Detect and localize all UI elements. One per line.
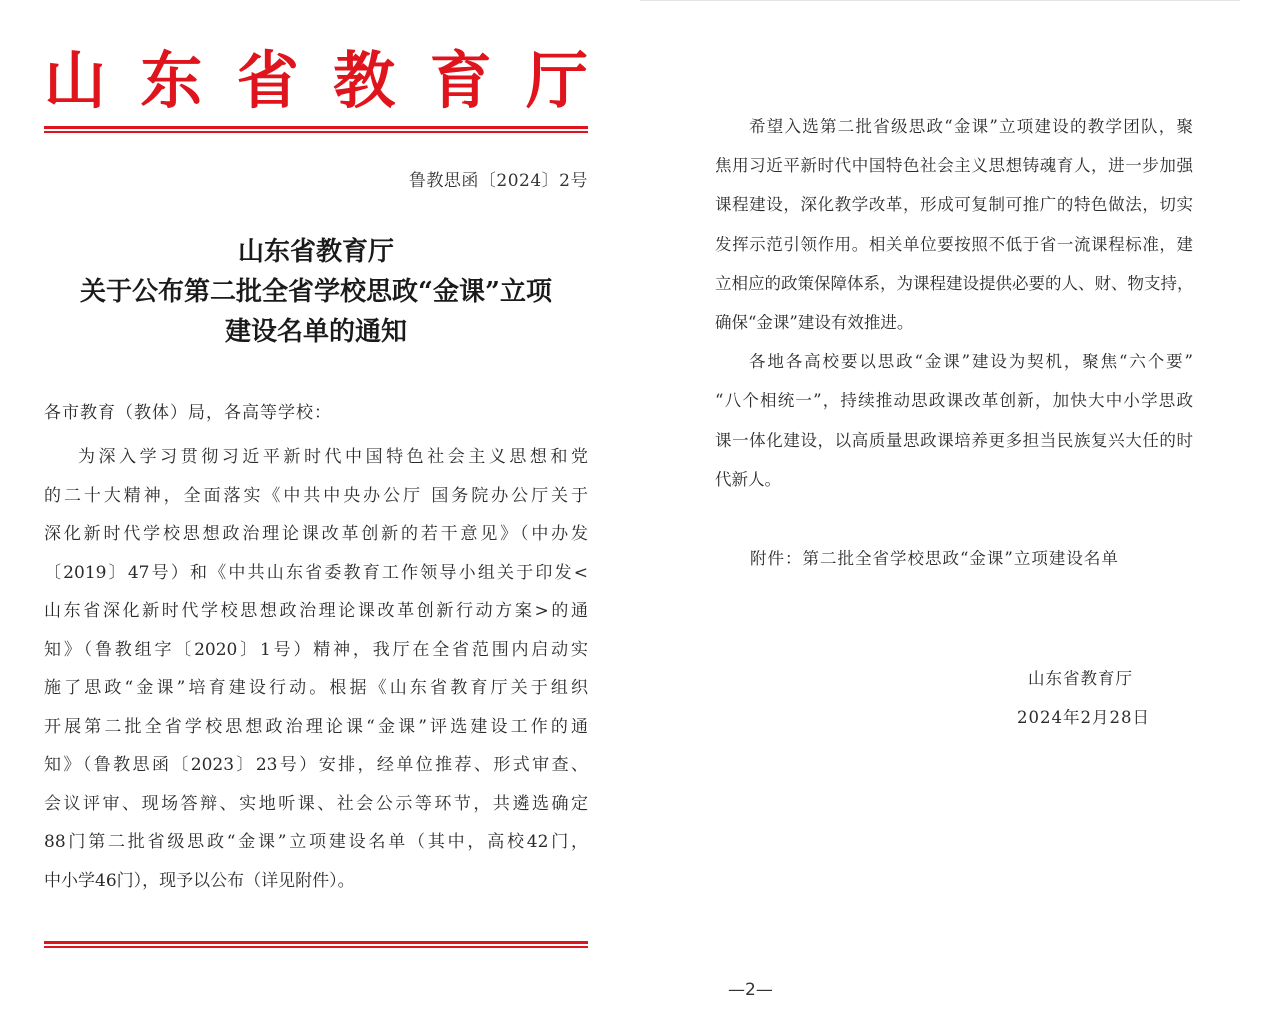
title-line: 山东省教育厅 (237, 237, 394, 267)
body-line: 代新人。 (715, 469, 781, 489)
body-line: 为深入学习贯彻习近平新时代中国特色社会主义思想和党 (78, 447, 588, 467)
body-line: 〔2019〕47号）和《中共山东省委教育工作领导小组关于印发< (44, 562, 588, 583)
body-line: 发挥示范引领作用。相关单位要按照不低于省一流课程标准，建 (715, 234, 1193, 254)
body-text-left (44, 438, 588, 900)
document-number: 鲁教思函〔2024〕2号 (408, 171, 588, 191)
masthead-char: 省 (236, 44, 299, 117)
body-text-right (715, 107, 1193, 499)
body-line: 会议评审、现场答辩、实地听课、社会公示等环节，共遴选确定 (44, 793, 588, 814)
document-title (44, 232, 588, 352)
signature-organization: 山东省教育厅 (1028, 669, 1133, 688)
body-line: 的二十大精神，全面落实《中共中央办公厅 国务院办公厅关于 (44, 485, 588, 506)
body-line: 立相应的政策保障体系，为课程建设提供必要的人、财、物支持， (715, 273, 1193, 293)
masthead-char: 东 (140, 44, 203, 117)
attachment-note: 附件：第二批全省学校思政“金课”立项建设名单 (750, 549, 1119, 568)
body-line: 深化新时代学校思想政治理论课改革创新的若干意见》（中办发 (44, 524, 588, 544)
signature-date: 2024年2月28日 (1017, 708, 1150, 727)
body-line: 课一体化建设，以高质量思政课培养更多担当民族复兴大任的时 (715, 430, 1193, 450)
body-line: 开展第二批全省学校思想政治理论课“金课”评选建设工作的通 (44, 716, 588, 737)
body-line: 各地各高校要以思政“金课”建设为契机，聚焦“六个要” (749, 352, 1193, 372)
title-line: 关于公布第二批全省学校思政“金课”立项 (80, 277, 552, 307)
masthead-char: 厅 (525, 44, 588, 117)
page-edge (640, 0, 1240, 1)
body-line: 山东省深化新时代学校思想政治理论课改革创新行动方案>的通 (44, 601, 588, 621)
masthead-char: 育 (429, 44, 492, 117)
footer-divider-secondary (44, 946, 588, 948)
body-line: 施了思政“金课”培育建设行动。根据《山东省教育厅关于组织 (44, 678, 588, 698)
body-line: 希望入选第二批省级思政“金课”立项建设的教学团队，聚 (749, 117, 1193, 136)
body-line: 知》（鲁教组字〔2020〕1号）精神，我厅在全省范围内启动实 (44, 639, 588, 660)
masthead-char: 教 (333, 44, 396, 117)
body-line: 中小学46门），现予以公布（详见附件）。 (44, 870, 355, 891)
body-line: 知》（鲁教思函〔2023〕23号）安排，经单位推荐、形式审查、 (44, 755, 588, 775)
body-line: 焦用习近平新时代中国特色社会主义思想铸魂育人，进一步加强 (715, 156, 1193, 176)
body-line: 88门第二批省级思政“金课”立项建设名单（其中，高校42门， (44, 832, 588, 852)
masthead (44, 42, 588, 120)
body-line: 确保“金课”建设有效推进。 (715, 312, 914, 332)
addressee: 各市教育（教体）局，各高等学校： (44, 403, 332, 423)
page-number: —2— (728, 980, 773, 1000)
title-line: 建设名单的通知 (224, 317, 407, 347)
body-line: “八个相统一”，持续推动思政课改革创新，加快大中小学思政 (715, 391, 1193, 411)
body-line: 课程建设，深化教学改革，形成可复制可推广的特色做法，切实 (715, 195, 1193, 215)
masthead-char: 山 (44, 44, 107, 117)
masthead-divider (44, 126, 588, 129)
footer-divider (44, 941, 588, 944)
masthead-divider-secondary (44, 131, 588, 133)
